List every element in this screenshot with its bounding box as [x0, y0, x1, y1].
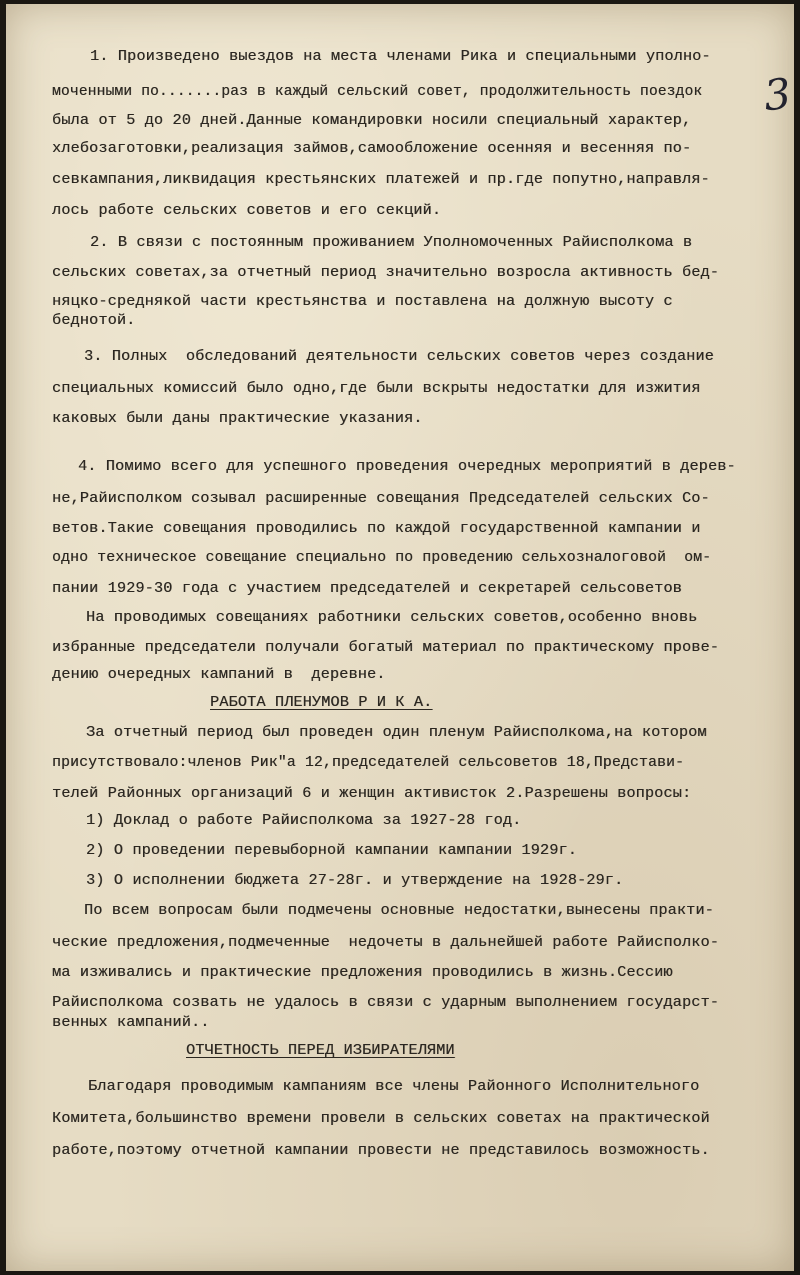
section-heading-accountability: ОТЧЕТНОСТЬ ПЕРЕД ИЗБИРАТЕЛЯМИ	[186, 1041, 455, 1059]
page-number: 3	[761, 68, 794, 121]
text-line: 1. Произведено выездов на места членами Рика и специальными уполно-	[90, 47, 711, 65]
text-line: 3. Полных обследований деятельности сельских советов через создание	[84, 347, 714, 365]
text-line: присутствовало:членов Рик"а 12,председателей сельсоветов 18,Представи-	[52, 755, 685, 771]
text-line: На проводимых совещаниях работники сельских советов,особенно вновь	[86, 608, 698, 626]
text-line: не,Райисполком созывал расширенные совещания Председателей сельских Со-	[52, 489, 710, 507]
text-line: Комитета,большинство времени провели в сельских советах на практической	[52, 1109, 710, 1127]
text-line: хлебозаготовки,реализация займов,самообложение осенняя и весенняя по-	[52, 139, 692, 157]
text-line: ма изживались и практические предложения проводились в жизнь.Сессию	[52, 963, 673, 981]
agenda-item: 3) О исполнении бюджета 27-28г. и утверждение на 1928-29г.	[86, 871, 624, 889]
text-line: работе,поэтому отчетной кампании провести не представилось возможность.	[52, 1141, 710, 1159]
text-line: каковых были даны практические указания.	[52, 409, 423, 427]
text-line: 2. В связи с постоянным проживанием Уполномоченных Райисполкома в	[90, 233, 693, 251]
agenda-item: 2) О проведении перевыборной кампании кампании 1929г.	[86, 841, 577, 859]
text-line: Благодаря проводимым кампаниям все члены Районного Исполнительного	[88, 1077, 700, 1095]
text-line: беднотой.	[52, 311, 136, 329]
text-line: моченными по.......раз в каждый сельский совет, продолжительность поездок	[52, 84, 703, 100]
text-line: няцко-среднякой части крестьянства и поставлена на должную высоту с	[52, 292, 673, 310]
text-line: За отчетный период был проведен один пленум Райисполкома,на котором	[86, 723, 707, 741]
text-line: ветов.Такие совещания проводились по каждой государственной кампании и	[52, 519, 701, 537]
text-line: пании 1929-30 года с участием председателей и секретарей сельсоветов	[52, 579, 682, 597]
text-line: севкампания,ликвидация крестьянских платежей и пр.где попутно,направля-	[52, 170, 710, 188]
text-line: По всем вопросам были подмечены основные недостатки,вынесены практи-	[84, 901, 714, 919]
text-line: Райисполкома созвать не удалось в связи с ударным выполнением государст-	[52, 993, 720, 1011]
text-line: избранные председатели получали богатый материал по практическому прове-	[52, 638, 720, 656]
text-line: ческие предложения,подмеченные недочеты в дальнейшей работе Райисполко-	[52, 933, 720, 951]
text-line: телей Районных организаций 6 и женщин активисток 2.Разрешены вопросы:	[52, 784, 692, 802]
agenda-item: 1) Доклад о работе Райисполкома за 1927-28 год.	[86, 811, 522, 829]
document-page	[6, 4, 794, 1271]
text-line: лось работе сельских советов и его секций.	[52, 201, 442, 219]
text-line: была от 5 до 20 дней.Данные командировки носили специальный характер,	[52, 111, 692, 129]
text-line: специальных комиссий было одно,где были вскрыты недостатки для изжития	[52, 379, 701, 397]
text-line: дению очередных кампаний в деревне.	[52, 665, 386, 683]
text-line: венных кампаний..	[52, 1013, 210, 1031]
text-line: 4. Помимо всего для успешного проведения очередных мероприятий в дерев-	[78, 457, 736, 475]
text-line: сельских советах,за отчетный период значительно возросла активность бед-	[52, 263, 720, 281]
text-line: одно техническое совещание специально по проведению сельхозналоговой ом-	[52, 550, 712, 566]
section-heading-plenums: РАБОТА ПЛЕНУМОВ Р И К А.	[210, 693, 433, 711]
